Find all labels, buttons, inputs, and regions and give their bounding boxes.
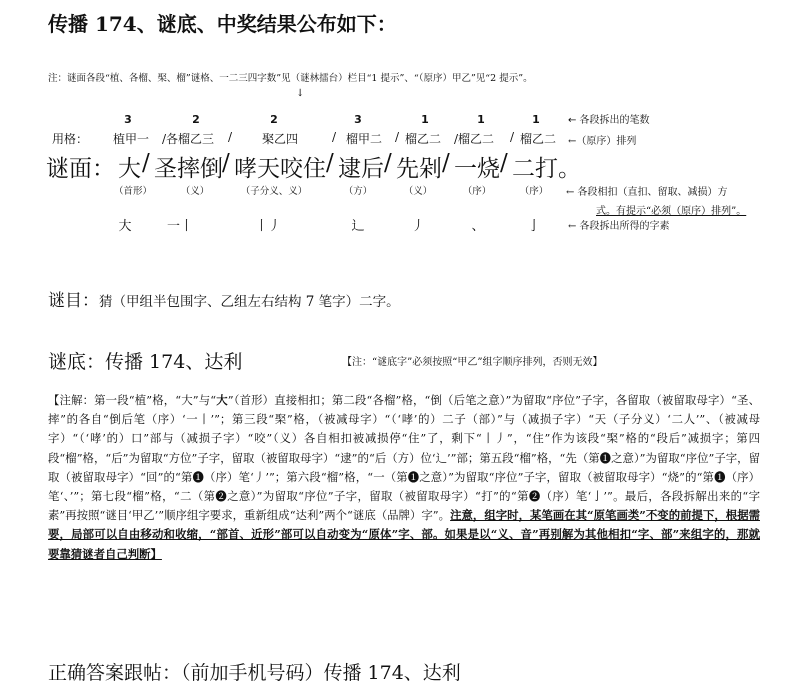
stroke-count: 1 — [477, 113, 485, 126]
usage-separator: / — [332, 130, 337, 144]
riddle-separator: / — [384, 150, 392, 176]
usage-item: 植甲一 — [113, 132, 150, 146]
stroke-count: 1 — [532, 113, 540, 126]
explanation-underlined-note: 注意，组字时，某笔画在其“原笔画类”不变的前提下，根据需要，局部可以自由移动和收缩，“部首、近形”部可以自动变为“原体”字、部。如果是以“义、音”再别解为其他相扣“字、部”来组字的，那就要靠猜谜者自己判断】 — [48, 508, 760, 561]
char-part: 丨丿 — [254, 219, 282, 234]
riddle-part: 二打。 — [512, 156, 581, 182]
char-part: 、 — [471, 219, 485, 234]
target-line — [48, 286, 400, 311]
char-part: 一丨 — [166, 219, 194, 234]
explanation-text: 【注解：第一段“植”格，“大”与“ — [48, 393, 217, 407]
riddle-part: 一烧 — [454, 156, 500, 182]
methods-row — [0, 183, 800, 217]
chars-note: ← 各段拆出所得的字素 — [568, 221, 670, 232]
riddle-separator: / — [222, 150, 230, 176]
usage-separator: / — [395, 130, 400, 144]
method-item: （序） — [462, 186, 492, 197]
stroke-counts-note: ← 各段拆出的笔数 — [568, 115, 650, 126]
method-item: （首形） — [113, 186, 153, 197]
explanation-text: ”（首形）直接相扣；第二段“各榴”格，“倒（后笔之意）”为留取“序位”子字，各留取（被留取母字）“圣、摔”的各自“倒后笔（序）‘一丨’”；第三段“棸”格，（被减母字）“（‘哮’的）二子（部）”与（减损子字）“天（子分义）‘二人’”、（被减母字）“（‘哮’的）口”部与（减损子字）“咬”（义）各自相扣被减损停“住”了，剩下“丨丿”，“住”作为该段“棸”格的“段后”减损字；第四段“榴”格，“后”为留取“方位”子字，留取（被留取母字）“逮”的“后（方）位‘辶’”部；第五段“榴”格，“先（第❶之意）”为留取“序位”子字，留取（被留取母字）“回”的“第❶（序）笔‘丿’”；第六段“榴”格，“一（第❶之意）”为留取“序位”子字，留取（被留取母字）“烧”的“第❶（序）笔‘、’”；第七段“榴”格，“二（第❷之意）”为留取“序位”子字，留取（被留取母字）“打”的“第❷（序）笔‘亅’”。最后，各段拆解出来的“字素”再按照“谜目‘甲乙’”顺序组字要求，重新组成“达利”两个“谜底（品牌）字”。 — [48, 393, 760, 523]
char-part: 辶 — [351, 219, 365, 234]
char-part: 亅 — [527, 219, 541, 234]
chars-row — [0, 215, 800, 235]
target-text: 猜（甲组半包围字、乙组左右结构 7 笔字）二字。 — [99, 294, 400, 310]
page-title: 传播 174、谜底、中奖结果公布如下： — [48, 12, 397, 36]
char-part: 大 — [118, 219, 132, 234]
answer-text: 传播 174、达利 — [105, 351, 243, 373]
usage-item: 榴乙二 — [405, 132, 442, 146]
answer-line — [48, 347, 242, 374]
usage-separator: / — [510, 130, 515, 144]
riddle-separator: / — [142, 150, 150, 176]
riddle-part: 先剁 — [396, 156, 442, 182]
char-part: 丿 — [411, 219, 425, 234]
explanation-paragraph — [48, 391, 760, 564]
target-label: 谜目： — [48, 291, 99, 311]
usage-item: /榴乙二 — [454, 132, 495, 146]
method-item: （义） — [403, 186, 433, 197]
methods-note: ← 各段相扣（直扣、留取、减损）方 — [566, 187, 728, 198]
method-item: （子分义、义） — [240, 186, 308, 197]
riddle-separator: / — [442, 150, 450, 176]
hint-note: 注：谜面各段“植、各榴、棸、榴”谜格、一二三四字数”见（谜林擂台）栏目“1 提示”、“（原序）甲乙”见“2 提示”。 — [48, 73, 533, 84]
down-arrow-icon: ↓ — [296, 88, 305, 99]
riddle-separator: / — [326, 150, 334, 176]
stroke-count: 2 — [192, 113, 200, 126]
stroke-counts-row — [0, 113, 800, 129]
riddle-label: 谜面： — [46, 156, 115, 182]
riddle-separator: / — [500, 150, 508, 176]
stroke-count: 3 — [354, 113, 362, 126]
stroke-count: 2 — [270, 113, 278, 126]
method-item: （义） — [180, 186, 210, 197]
riddle-part: 哮天咬住 — [234, 156, 326, 182]
method-item: （序） — [519, 186, 549, 197]
stroke-count: 3 — [124, 113, 132, 126]
riddle-part: 圣摔倒 — [154, 156, 223, 182]
stroke-count: 1 — [421, 113, 429, 126]
usage-item: 棸乙四 — [262, 132, 299, 146]
usage-item: 榴乙二 — [520, 132, 557, 146]
riddle-part: 逮后 — [338, 156, 384, 182]
usage-item: /各榴乙三 — [162, 132, 215, 146]
usage-row — [0, 130, 800, 148]
usage-label: 用格： — [52, 132, 89, 146]
riddle-part: 大 — [118, 156, 141, 182]
reply-instruction: 正确答案跟帖：（前加手机号码）传播 174、达利 — [48, 662, 461, 684]
explanation-bold: 大 — [216, 393, 228, 407]
usage-separator: / — [228, 130, 233, 144]
answer-label: 谜底： — [48, 351, 106, 373]
methods-note-continued: 式。有提示“必须（原序）排列”。 — [596, 206, 747, 217]
riddle-row — [0, 150, 800, 180]
method-item: （方） — [343, 186, 373, 197]
usage-note: ←（原序）排列 — [568, 136, 637, 147]
answer-note: 【注：“谜底字”必须按照“甲乙”组字顺序排列，否则无效】 — [342, 357, 603, 368]
usage-item: 榴甲二 — [346, 132, 383, 146]
